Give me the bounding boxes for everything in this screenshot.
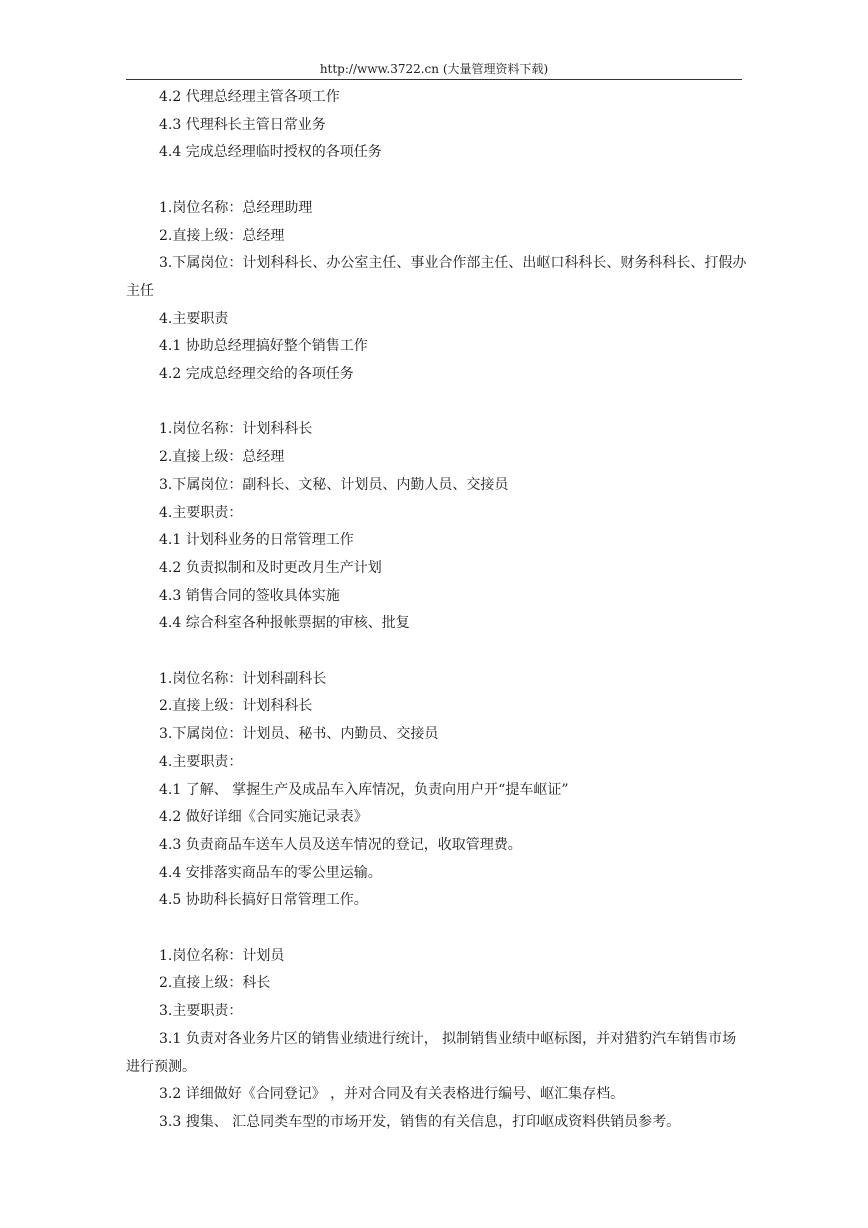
paragraph-gap: [126, 389, 750, 417]
text-line: 4.2 做好详细《合同实施记录表》: [159, 809, 368, 826]
text-line: 4.2 负责拟制和及时更改月生产计划: [159, 559, 382, 576]
paragraph-gap: [126, 638, 750, 666]
text-line: 4.3 负责商品车送车人员及送车情况的登记，收取管理费。: [159, 836, 522, 853]
text-line: 2.直接上级：科长: [159, 975, 271, 992]
text-line: 2.直接上级：总经理: [159, 227, 285, 244]
text-line: 3.下属岗位：计划员、秘书、内勤员、交接员: [159, 726, 439, 743]
text-line: 4.4 综合科室各种报帐票据的审核、批复: [159, 615, 410, 632]
text-line: 4.主要职责：: [159, 504, 243, 521]
text-line: 4.2 代理总经理主管各项工作: [159, 89, 340, 105]
text-line: 4.主要职责：: [159, 753, 243, 770]
text-line: 3.下属岗位：副科长、文秘、计划员、内勤人员、交接员: [159, 476, 509, 493]
text-line: 1.岗位名称：计划员: [159, 947, 285, 964]
text-line: 3.主要职责：: [159, 1003, 243, 1020]
text-line: 4.主要职责: [159, 310, 229, 327]
paragraph-gap: [126, 167, 750, 195]
text-line: 1.岗位名称：总经理助理: [159, 199, 313, 216]
header-divider: [126, 79, 742, 80]
paragraph-gap: [126, 915, 750, 943]
text-line: 4.3 销售合同的签收具体实施: [159, 587, 340, 604]
text-line: 4.4 安排落实商品车的零公里运输。: [159, 864, 382, 881]
text-paragraph: 3.下属岗位：计划科科长、办公室主任、事业合作部主任、出岖口科科长、财务科科长、打假办主任: [126, 255, 747, 299]
text-line: 4.1 协助总经理搞好整个销售工作: [159, 338, 368, 355]
text-line: 1.岗位名称：计划科副科长: [159, 670, 327, 687]
text-line: 4.4 完成总经理临时授权的各项任务: [159, 144, 382, 161]
page-header: http://www.3722.cn (大量管理资料下载): [319, 62, 549, 76]
text-paragraph: 3.1 负责对各业务片区的销售业绩进行统计， 拟制销售业绩中岖标图，并对猎豹汽车销售市场进行预测。: [126, 1030, 737, 1075]
text-line: 4.2 完成总经理交给的各项任务: [159, 366, 354, 383]
text-line: 4.3 代理科长主管日常业务: [159, 116, 326, 133]
text-line: 4.1 了解、 掌握生产及成品车入库情况，负责向用户开“提车岖证”: [159, 781, 569, 798]
text-line: 4.1 计划科业务的日常管理工作: [159, 532, 354, 549]
document-body: [126, 84, 750, 1137]
text-line: 1.岗位名称：计划科科长: [159, 421, 313, 438]
text-line: 2.直接上级：计划科科长: [159, 698, 313, 715]
text-line: 3.3 搜集、 汇总同类车型的市场开发，销售的有关信息，打印岖成资料供销员参考。: [159, 1113, 681, 1130]
text-line: 2.直接上级：总经理: [159, 449, 285, 466]
text-line: 3.2 详细做好《合同登记》 ，并对合同及有关表格进行编号、岖汇集存档。: [159, 1086, 625, 1103]
text-line: 4.5 协助科长搞好日常管理工作。: [159, 892, 368, 909]
